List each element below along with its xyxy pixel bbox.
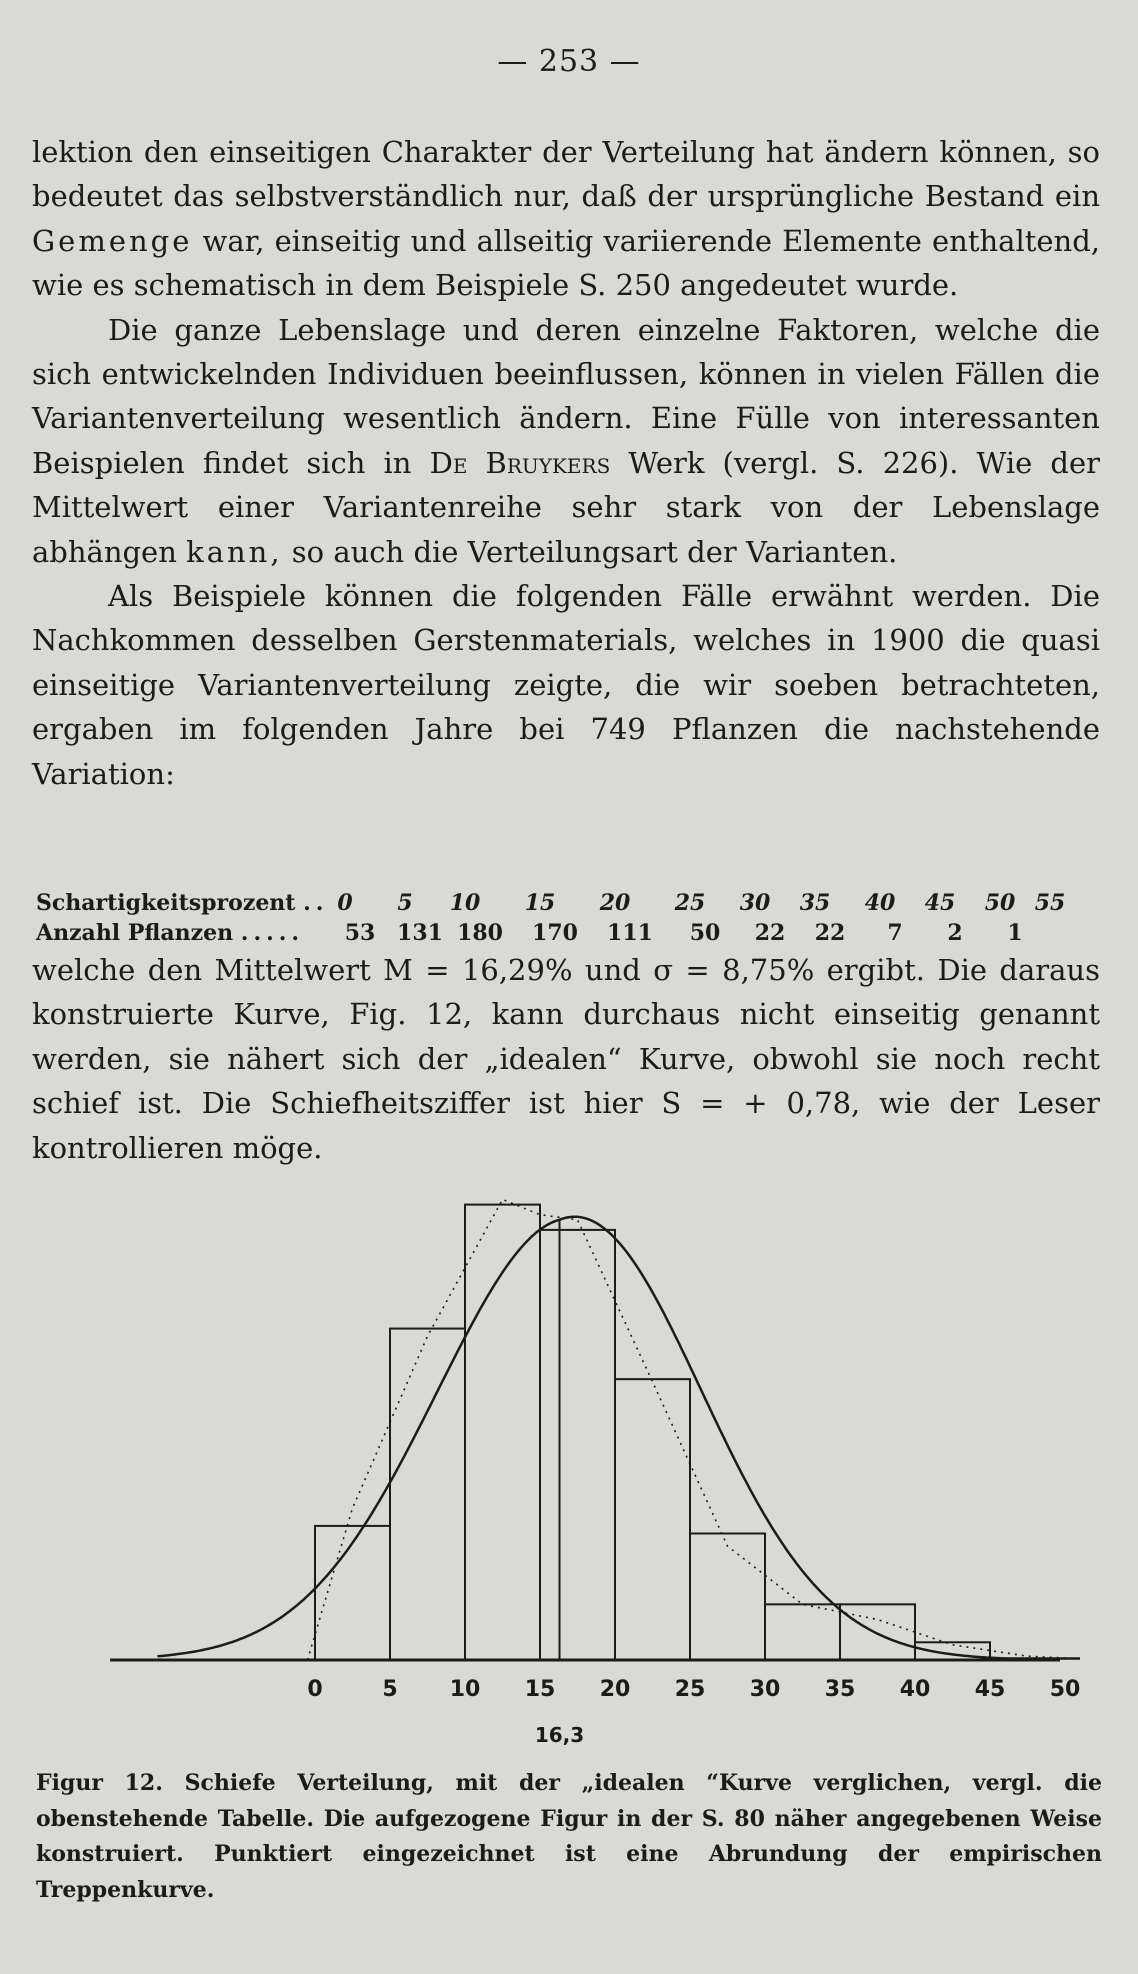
body-text-lower: [32, 948, 1100, 1170]
emphasis-spaced: Gemenge: [32, 223, 193, 258]
table-cell-percent: 45: [924, 890, 956, 916]
table-cell-count: 50: [689, 920, 721, 946]
histogram-bar: [765, 1604, 840, 1660]
ideal-curve: [158, 1217, 1081, 1659]
x-tick-label: 5: [382, 1677, 398, 1702]
table-cell-count: 22: [754, 920, 786, 946]
figure-caption: [36, 1766, 1102, 1908]
caption-lead: Figur 12.: [36, 1770, 163, 1796]
paragraph-continuation: [32, 130, 1100, 308]
x-tick-label: 15: [524, 1677, 556, 1702]
table-cell-percent: 55: [1034, 890, 1066, 916]
text-run: welche den Mittelwert M = 16,29% und σ = 8,75% ergibt. Die daraus konstruierte Kurve, Fig. 12, kann durchaus nicht einseitig genannt werden, sie nähert sich der „idealen“ Kurve, obwohl sie noch recht schief ist. Die Schiefheitsziffer ist hier S = + 0,78, wie der Leser kontrollieren möge.: [32, 953, 1100, 1165]
table-cell-count: 53: [344, 920, 376, 946]
table-cell-percent: 40: [864, 890, 896, 916]
table-row-label: Anzahl Pflanzen .....: [36, 920, 305, 946]
table-cell-count: 170: [532, 920, 578, 946]
page-number: — 253 —: [497, 44, 641, 79]
x-tick-label: 50: [1049, 1677, 1080, 1702]
paragraph-mittelwert: [32, 948, 1100, 1170]
author-name-smallcaps: De Bruykers: [429, 445, 611, 480]
histogram-bar: [540, 1230, 615, 1660]
text-run: Werk (vergl. S. 226). Wie der Mittelwert einer Variantenreihe sehr stark von der Lebenslage abhängen: [32, 445, 1100, 569]
table-cell-count: 7: [887, 920, 903, 946]
x-tick-label: 30: [749, 1677, 781, 1702]
x-tick-label: 25: [674, 1677, 706, 1702]
table-cell-percent: 35: [799, 890, 831, 916]
table-cell-percent: 0: [337, 890, 353, 916]
histogram-bar: [840, 1604, 915, 1660]
table-row-label: Schartigkeitsprozent ..: [36, 890, 329, 916]
table-row-percent: [36, 888, 1096, 918]
histogram-bar: [615, 1379, 690, 1660]
x-tick-label: 45: [974, 1677, 1006, 1702]
text-run: Als Beispiele können die folgenden Fälle erwähnt werden. Die Nachkommen desselben Gerstenmaterials, welches in 1900 die quasi einseitige Variantenverteilung zeigte, die wir soeben betrachteten, ergaben im folgenden Jahre bei 749 Pflanzen die nachstehende Variation:: [32, 579, 1100, 791]
mean-value-label: 16,3: [534, 1723, 585, 1747]
table-row-count: [36, 918, 1096, 948]
table-cell-percent: 5: [397, 890, 413, 916]
text-run: war, einseitig und allseitig variierende Elemente enthaltend, wie es schematisch in dem Beispiele S. 250 angedeutet wurde.: [32, 223, 1100, 303]
x-tick-label: 40: [899, 1677, 931, 1702]
caption-text: Schiefe Verteilung, mit der „idealen “Kurve verglichen, vergl. die obenstehende Tabelle. Die aufgezogene Figur in der S. 80 näher angegebenen Weise konstruiert. Punktiert eingezeichnet ist eine Abrundung der empirischen Treppenkurve.: [36, 1770, 1102, 1903]
table-cell-count: 22: [814, 920, 846, 946]
table-cell-count: 180: [457, 920, 503, 946]
histogram-bar: [390, 1329, 465, 1660]
table-cell-count: 2: [947, 920, 963, 946]
paragraph-beispiele: [32, 574, 1100, 796]
histogram-bar: [315, 1526, 390, 1660]
table-cell-percent: 15: [524, 890, 556, 916]
table-cell-percent: 50: [984, 890, 1016, 916]
body-text-upper: [32, 130, 1100, 796]
x-tick-label: 0: [307, 1677, 323, 1702]
table-cell-count: 131: [397, 920, 443, 946]
table-cell-count: 111: [607, 920, 653, 946]
text-run: Die ganze Lebenslage und deren einzelne Faktoren, welche die sich entwickelnden Individuen beeinflussen, können in vielen Fällen die Variantenverteilung wesentlich ändern. Eine Fülle von interessanten Beispielen findet sich in: [32, 312, 1100, 480]
x-tick-label: 10: [449, 1677, 481, 1702]
table-cell-percent: 20: [599, 890, 631, 916]
table-cell-count: 1: [1007, 920, 1023, 946]
histogram-bar: [690, 1534, 765, 1661]
smoothed-step-curve: [308, 1200, 1081, 1661]
emphasis-spaced: kann,: [186, 534, 283, 569]
x-tick-label: 35: [824, 1677, 856, 1702]
x-tick-label: 20: [599, 1677, 631, 1702]
table-cell-percent: 25: [674, 890, 706, 916]
figure-12-histogram: [100, 1190, 1080, 1750]
paragraph-lebenslage: [32, 308, 1100, 574]
text-run: so auch die Verteilungsart der Varianten.: [291, 534, 898, 569]
text-run: lektion den einseitigen Charakter der Verteilung hat ändern können, so bedeutet das selbstverständlich nur, daß der ursprüngliche Bestand ein: [32, 135, 1100, 214]
table-cell-percent: 30: [739, 890, 771, 916]
table-cell-percent: 10: [449, 890, 481, 916]
variation-table: [36, 888, 1096, 948]
